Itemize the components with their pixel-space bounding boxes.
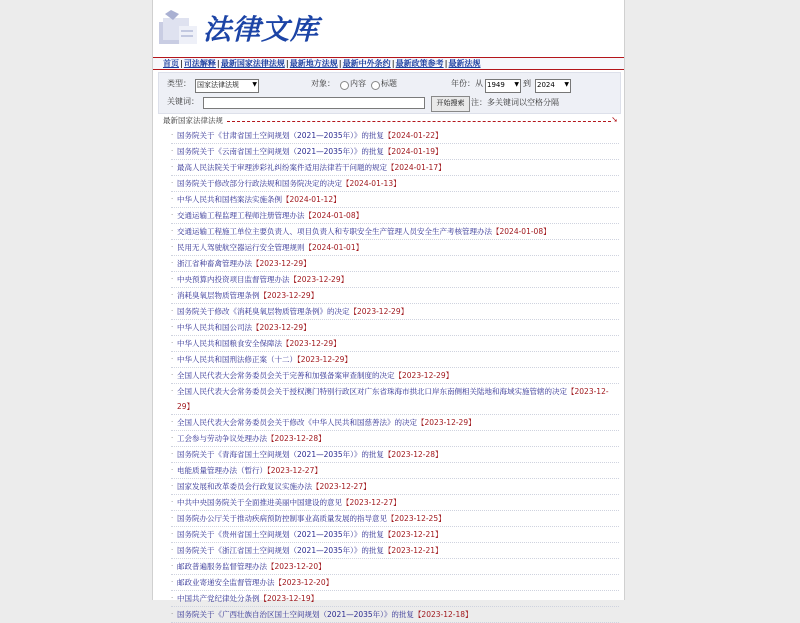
list-item <box>171 431 619 447</box>
bullet-icon: · <box>171 387 174 395</box>
nav-link-4[interactable]: 最新中外条约 <box>342 59 391 68</box>
bullet-icon: · <box>171 259 174 267</box>
law-date: 【2023-12-29】 <box>177 387 609 411</box>
law-date: 【2024-01-17】 <box>387 163 446 172</box>
law-date: 【2023-12-28】 <box>267 434 326 443</box>
law-title-link[interactable]: 中华人民共和国公司法 <box>177 323 252 332</box>
law-date: 【2023-12-28】 <box>383 450 443 459</box>
list-item <box>171 240 619 256</box>
chevron-down-icon: ▼ <box>564 81 569 88</box>
bullet-icon: · <box>171 195 174 203</box>
law-date: 【2023-12-18】 <box>413 610 473 619</box>
law-title-link[interactable]: 全国人民代表大会常务委员会关于完善和加强备案审查制度的决定 <box>177 371 395 380</box>
bullet-icon: · <box>171 211 174 219</box>
bullet-icon: · <box>171 227 174 235</box>
list-item <box>171 288 619 304</box>
law-title-link[interactable]: 国务院关于修改《消耗臭氧层物质管理条例》的决定 <box>177 307 350 316</box>
bullet-icon: · <box>171 498 174 506</box>
nav-link-6[interactable]: 最新法规 <box>448 59 481 68</box>
law-title-link[interactable]: 中央预算内投资项目监督管理办法 <box>177 275 290 284</box>
search-note: 注：多关键词以空格分隔 <box>471 98 559 107</box>
law-date: 【2023-12-27】 <box>312 482 371 491</box>
bullet-icon: · <box>171 482 174 490</box>
nav-separator: | <box>216 59 220 68</box>
bullet-icon: · <box>171 418 174 426</box>
law-title-link[interactable]: 民用无人驾驶航空器运行安全管理规则 <box>177 243 305 252</box>
type-select[interactable] <box>195 79 259 93</box>
law-title-link[interactable]: 消耗臭氧层物质管理条例 <box>177 291 260 300</box>
bullet-icon: · <box>171 530 174 538</box>
law-date: 【2024-01-22】 <box>383 131 443 140</box>
list-title: 最新国家法律法规 <box>163 116 223 125</box>
law-date: 【2023-12-20】 <box>274 578 334 587</box>
law-title-link[interactable]: 浙江省种畜禽管理办法 <box>177 259 252 268</box>
content-radio[interactable] <box>340 81 349 90</box>
keyword-input[interactable] <box>203 97 425 109</box>
bullet-icon: · <box>171 546 174 554</box>
chevron-down-icon: ▼ <box>252 81 257 88</box>
year-from-value: 1949 <box>487 81 505 89</box>
nav-separator: | <box>338 59 342 68</box>
year-from-select[interactable] <box>485 79 521 93</box>
nav-link-2[interactable]: 最新国家法律法规 <box>220 59 285 68</box>
law-date: 【2023-12-29】 <box>252 323 311 332</box>
law-title-link[interactable]: 邮政普遍服务监督管理办法 <box>177 562 267 571</box>
law-title-link[interactable]: 国务院关于《云南省国土空间规划（2021—2035年）》的批复 <box>177 147 384 156</box>
law-date: 【2023-12-27】 <box>267 466 322 475</box>
list-item <box>171 463 619 479</box>
title-radio-label: 标题 <box>381 79 397 88</box>
bullet-icon: · <box>171 610 174 618</box>
law-date: 【2024-01-08】 <box>492 227 551 236</box>
list-item <box>171 607 619 623</box>
list-item <box>171 224 619 240</box>
bullet-icon: · <box>171 291 174 299</box>
list-item <box>171 256 619 272</box>
law-title-link[interactable]: 国务院办公厅关于推动疾病预防控制事业高质量发展的指导意见 <box>177 514 387 523</box>
list-item <box>171 575 619 591</box>
law-title-link[interactable]: 电能质量管理办法（暂行） <box>177 466 267 475</box>
list-item <box>171 527 619 543</box>
law-title-link[interactable]: 国务院关于修改部分行政法规和国务院决定的决定 <box>177 179 342 188</box>
law-list <box>171 128 619 623</box>
list-item <box>171 352 619 368</box>
law-date: 【2023-12-21】 <box>383 530 443 539</box>
bullet-icon: · <box>171 339 174 347</box>
bullet-icon: · <box>171 275 174 283</box>
year-to-value: 2024 <box>537 81 555 89</box>
books-logo-icon <box>157 8 201 48</box>
bullet-icon: · <box>171 434 174 442</box>
law-title-link[interactable]: 工会参与劳动争议处理办法 <box>177 434 267 443</box>
bullet-icon: · <box>171 243 174 251</box>
law-date: 【2024-01-01】 <box>304 243 364 252</box>
chevron-down-icon: ▼ <box>514 81 519 88</box>
keyword-label: 关键词： <box>167 97 199 106</box>
bullet-icon: · <box>171 594 174 602</box>
year-from-label: 年份：从 <box>451 79 483 88</box>
bullet-icon: · <box>171 131 174 139</box>
law-title-link[interactable]: 交通运输工程施工单位主要负责人、项目负责人和专职安全生产管理人员安全生产考核管理办法 <box>177 227 492 236</box>
list-item <box>171 479 619 495</box>
list-item <box>171 511 619 527</box>
title-radio[interactable] <box>371 81 380 90</box>
bullet-icon: · <box>171 323 174 331</box>
law-date: 【2023-12-25】 <box>387 514 446 523</box>
law-date: 【2024-01-12】 <box>282 195 341 204</box>
law-date: 【2023-12-29】 <box>349 307 409 316</box>
list-item <box>171 208 619 224</box>
list-item <box>171 144 619 160</box>
law-title-link[interactable]: 国务院关于《青海省国土空间规划（2021—2035年）》的批复 <box>177 450 384 459</box>
law-title-link[interactable]: 国务院关于《广西壮族自治区国土空间规划（2021—2035年）》的批复 <box>177 610 414 619</box>
bullet-icon: · <box>171 371 174 379</box>
law-date: 【2023-12-29】 <box>417 418 476 427</box>
nav-link-1[interactable]: 司法解释 <box>183 59 216 68</box>
law-date: 【2023-12-27】 <box>342 498 401 507</box>
divider <box>227 121 611 122</box>
list-item <box>171 415 619 431</box>
nav-separator: | <box>391 59 395 68</box>
law-title-link[interactable]: 中华人民共和国档案法实施条例 <box>177 195 282 204</box>
law-title-link[interactable]: 中国共产党纪律处分条例 <box>177 594 260 603</box>
list-item <box>171 336 619 352</box>
page-container <box>152 0 625 619</box>
search-row-keyword <box>159 95 620 111</box>
bullet-icon: · <box>171 450 174 458</box>
list-item <box>171 320 619 336</box>
bullet-icon: · <box>171 562 174 570</box>
site-header <box>153 0 624 55</box>
bullet-icon: · <box>171 307 174 315</box>
law-date: 【2023-12-19】 <box>259 594 319 603</box>
law-title-link[interactable]: 国务院关于《浙江省国土空间规划（2021—2035年）》的批复 <box>177 546 384 555</box>
list-item <box>171 591 619 607</box>
nav-separator: | <box>444 59 448 68</box>
list-item <box>171 128 619 144</box>
list-item <box>171 384 619 415</box>
bullet-icon: · <box>171 147 174 155</box>
law-date: 【2023-12-21】 <box>383 546 443 555</box>
object-label: 对象： <box>311 79 335 88</box>
nav-separator: | <box>285 59 289 68</box>
search-button[interactable]: 开始搜索 <box>431 96 470 112</box>
nav-link-0[interactable]: 首页 <box>163 59 179 68</box>
list-item <box>171 160 619 176</box>
law-date: 【2023-12-29】 <box>282 339 341 348</box>
list-item <box>171 495 619 511</box>
law-title-link[interactable]: 最高人民法院关于审理涉彩礼纠纷案件适用法律若干问题的规定 <box>177 163 387 172</box>
list-item <box>171 543 619 559</box>
law-title-link[interactable]: 全国人民代表大会常务委员会关于修改《中华人民共和国慈善法》的决定 <box>177 418 417 427</box>
law-date: 【2024-01-08】 <box>304 211 364 220</box>
list-item <box>171 176 619 192</box>
search-row-filters <box>159 77 620 93</box>
arrow-down-icon: ➘ <box>611 115 618 124</box>
list-item <box>171 304 619 320</box>
law-title-link[interactable]: 邮政业寄递安全监督管理办法 <box>177 578 275 587</box>
bullet-icon: · <box>171 179 174 187</box>
law-title-link[interactable]: 全国人民代表大会常务委员会关于授权澳门特别行政区对广东省珠海市拱北口岸东南侧相关陆地和海域实施管辖的决定 <box>177 387 567 396</box>
list-item <box>171 368 619 384</box>
nav-link-5[interactable]: 最新政策参考 <box>395 59 444 68</box>
bullet-icon: · <box>171 514 174 522</box>
type-select-value: 国家法律法规 <box>197 81 239 89</box>
law-date: 【2023-12-29】 <box>394 371 454 380</box>
law-title-link[interactable]: 交通运输工程监理工程师注册管理办法 <box>177 211 305 220</box>
search-panel <box>158 72 621 114</box>
law-date: 【2023-12-29】 <box>259 291 319 300</box>
nav-link-3[interactable]: 最新地方法规 <box>289 59 338 68</box>
law-title-link[interactable]: 国务院关于《甘肃省国土空间规划（2021—2035年）》的批复 <box>177 131 384 140</box>
list-header <box>163 116 618 126</box>
top-nav <box>153 57 624 70</box>
list-item <box>171 559 619 575</box>
law-date: 【2023-12-29】 <box>297 355 352 364</box>
law-date: 【2024-01-19】 <box>383 147 443 156</box>
year-to-label: 到 <box>523 79 531 88</box>
law-date: 【2024-01-13】 <box>342 179 401 188</box>
law-date: 【2023-12-29】 <box>252 259 311 268</box>
law-date: 【2023-12-20】 <box>267 562 326 571</box>
law-title-link[interactable]: 国家发展和改革委员会行政复议实施办法 <box>177 482 312 491</box>
law-date: 【2023-12-29】 <box>289 275 349 284</box>
type-label: 类型： <box>167 79 191 88</box>
site-title: 法律文库 <box>203 13 320 46</box>
nav-separator: | <box>180 59 183 68</box>
year-to-select[interactable] <box>535 79 571 93</box>
bullet-icon: · <box>171 578 174 586</box>
law-title-link[interactable]: 中华人民共和国粮食安全保障法 <box>177 339 282 348</box>
bullet-icon: · <box>171 355 174 363</box>
bullet-icon: · <box>171 466 174 474</box>
bullet-icon: · <box>171 163 174 171</box>
list-item <box>171 272 619 288</box>
nav-links <box>163 58 481 69</box>
law-title-link[interactable]: 中华人民共和国刑法修正案（十二） <box>177 355 297 364</box>
law-title-link[interactable]: 中共中央国务院关于全面推进美丽中国建设的意见 <box>177 498 342 507</box>
content-radio-label: 内容 <box>350 79 366 88</box>
list-item <box>171 447 619 463</box>
law-title-link[interactable]: 国务院关于《贵州省国土空间规划（2021—2035年）》的批复 <box>177 530 384 539</box>
list-item <box>171 192 619 208</box>
